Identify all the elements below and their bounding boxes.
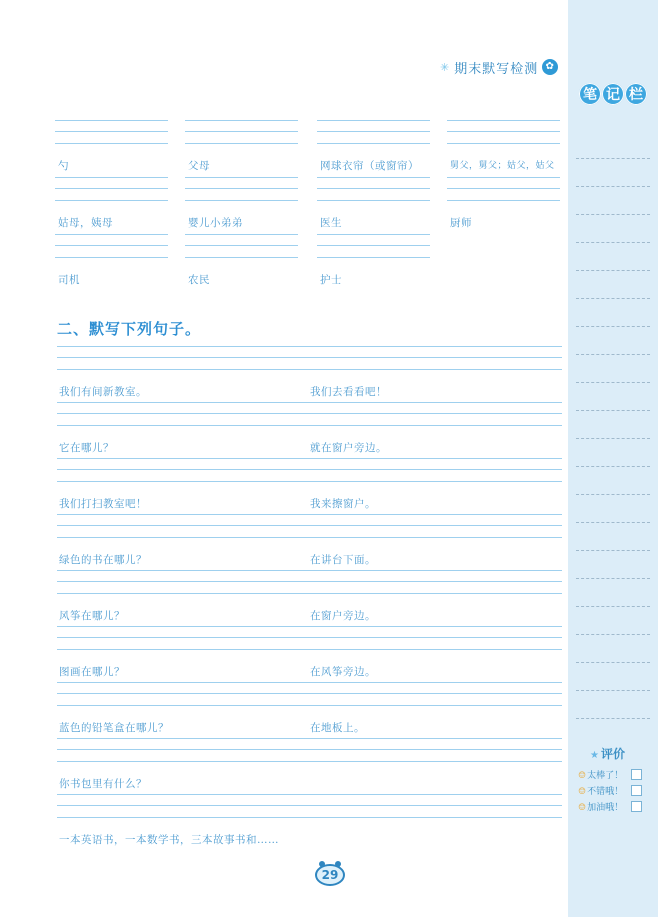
sentence-hint: 在讲台下面。 [310,554,376,566]
evaluation-checkbox[interactable] [631,801,642,812]
vocab-hint: 农民 [188,274,210,286]
sentence-hint: 一本英语书，一本数学书，三本故事书和…… [59,834,279,846]
note-line [576,662,650,663]
note-line [576,158,650,159]
evaluation-item[interactable] [578,783,642,797]
vocab-cell [317,175,430,232]
notes-title [578,83,648,107]
vocab-row [55,118,560,175]
sentence-hint: 它在哪儿？ [59,442,114,454]
note-line [576,298,650,299]
evaluation-item-label: 不错哦！ [587,786,624,797]
page-number: 29 [321,868,339,882]
notes-title-char: 栏 [625,83,647,105]
page-number-badge [315,864,345,886]
sparkle-icon: ✳ [440,60,451,74]
evaluation-checkbox[interactable] [631,769,642,780]
sentence-hint: 我来擦窗户。 [310,498,376,510]
smiley-icon: ☺ [578,770,587,781]
sentence-hint: 我们打扫教室吧！ [59,498,147,510]
vocab-cell [447,118,560,175]
sentence-hint: 绿色的书在哪儿？ [59,554,147,566]
note-line [576,186,650,187]
vocab-hint: 厨师 [450,217,472,229]
vocab-cell [317,118,430,175]
vocab-row [55,175,560,232]
note-line [576,494,650,495]
sentence-block [57,400,562,456]
sentence-hint: 你书包里有什么？ [59,778,147,790]
note-line [576,550,650,551]
vocab-hint: 司机 [58,274,80,286]
note-line [576,382,650,383]
evaluation-item-label: 太棒了！ [587,770,624,781]
notes-title-char: 笔 [579,83,601,105]
note-line [576,326,650,327]
sentence-block [57,456,562,512]
evaluation-title-text: 评价 [600,747,625,761]
vocab-hint: 姑母，姨母 [58,217,113,229]
flower-badge-icon: ✿ [542,59,558,75]
evaluation-checkbox[interactable] [631,785,642,796]
vocab-cell [55,232,168,289]
note-line [576,214,650,215]
note-line [576,438,650,439]
sentence-block [57,512,562,568]
evaluation-item[interactable] [578,767,642,781]
sentence-block [57,568,562,624]
sentence-block [57,792,562,848]
sentence-block [57,736,562,792]
vocab-hint: 医生 [320,217,342,229]
note-line [576,354,650,355]
sentence-hint: 在风筝旁边。 [310,666,376,678]
note-line [576,242,650,243]
header-title [440,56,565,78]
notes-title-char: 记 [602,83,624,105]
vocabulary-grid [55,118,560,289]
section-title: 二、默写下列句子。 [57,320,202,338]
note-line [576,634,650,635]
evaluation-title [590,745,625,762]
vocab-hint: 网球衣帘（或窗帘） [320,160,419,172]
sentence-hint: 就在窗户旁边。 [310,442,387,454]
vocab-hint: 舅父，舅父；姑父，姑父 [450,161,555,171]
smiley-icon: ☺ [578,802,587,813]
star-icon: ★ [590,750,599,761]
note-line [576,466,650,467]
vocab-hint: 父母 [188,160,210,172]
vocab-hint: 勺 [58,160,69,172]
sentence-hint: 我们去看看吧！ [310,386,387,398]
note-line [576,410,650,411]
header-title-text: 期末默写检测 [454,61,539,77]
vocab-row [55,232,560,289]
sentence-hint: 风筝在哪儿？ [59,610,125,622]
sentence-hint: 图画在哪儿？ [59,666,125,678]
vocab-cell [185,232,298,289]
sentence-block [57,344,562,400]
smiley-icon: ☺ [578,786,587,797]
sentence-hint: 在窗户旁边。 [310,610,376,622]
vocab-hint: 护士 [320,274,342,286]
sentence-hint: 在地板上。 [310,722,365,734]
sentence-writing-area [57,344,562,848]
note-line [576,718,650,719]
evaluation-item[interactable] [578,799,642,813]
vocab-cell [317,232,430,289]
evaluation-item-label: 加油哦！ [587,802,624,813]
note-line [576,578,650,579]
vocab-cell [55,118,168,175]
sentence-block [57,680,562,736]
sentence-block [57,624,562,680]
note-line [576,522,650,523]
sentence-hint: 我们有间新教室。 [59,386,147,398]
vocab-cell [185,118,298,175]
vocab-hint: 婴儿小弟弟 [188,217,243,229]
note-line [576,606,650,607]
vocab-cell [185,175,298,232]
vocab-cell [55,175,168,232]
sentence-hint: 蓝色的铅笔盒在哪儿？ [59,722,169,734]
note-line [576,270,650,271]
note-line [576,690,650,691]
vocab-cell [447,175,560,232]
